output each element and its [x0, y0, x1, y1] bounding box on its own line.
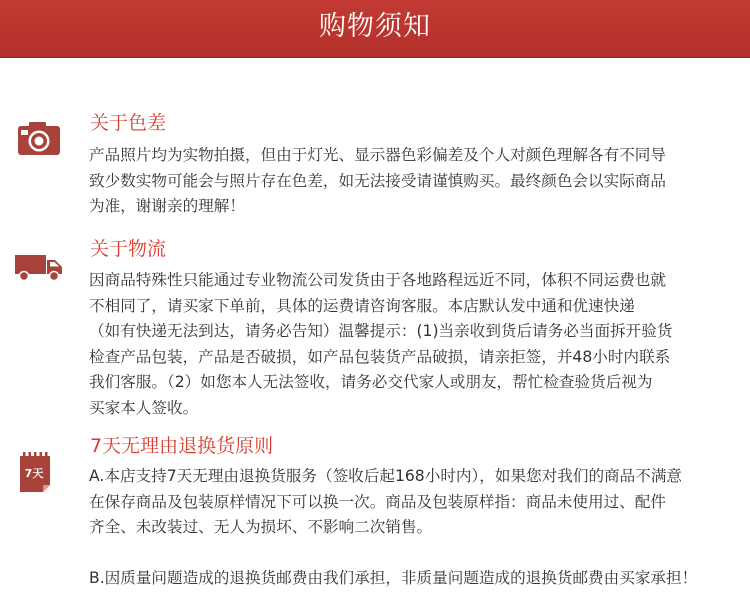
section-title: 关于物流	[90, 238, 167, 260]
calendar-icon-text: 7天	[24, 467, 44, 480]
body-line: 在保存商品及包装原样情况下可以换一次。商品及包装原样指：商品未使用过、配件	[89, 492, 666, 511]
section-title: 7天无理由退换货原则	[90, 435, 274, 457]
spacer-line	[89, 541, 749, 566]
body-line: B.因质量问题造成的退换货邮费由我们承担，非质量问题造成的退换货邮费由买家承担！	[89, 568, 698, 587]
page-title: 购物须知	[319, 11, 431, 42]
body-line: （如有快递无法到达，请务必告知）温馨提示：(1)当亲收到货后请务必当面拆开验货	[89, 322, 673, 340]
body-line: 产品照片均为实物拍摄，但由于灯光、显示器色彩偏差及个人对颜色理解各有不同导	[89, 146, 666, 164]
section-body	[89, 464, 749, 591]
calendar-7-days-icon	[20, 452, 52, 494]
body-line: 买家本人签收。	[89, 398, 199, 417]
body-line: 为准，谢谢亲的理解！	[89, 197, 245, 215]
body-line: 不相同了，请买家下单前，具体的运费请咨询客服。本店默认发中通和优速快递	[89, 296, 635, 315]
body-line: 我们客服。（2）如您本人无法签收，请务必交代家人或朋友，帮忙检查验货后视为	[89, 373, 653, 391]
section-body	[89, 268, 749, 421]
body-line: A.本店支持7天无理由退换货服务（签收后起168小时内），如果您对我们的商品不满意	[89, 467, 683, 485]
camera-icon	[17, 120, 61, 156]
header-banner	[0, 0, 750, 58]
body-line: 检查产品包装，产品是否破损，如产品包装货产品破损，请亲拒签，并48小时内联系	[89, 347, 671, 366]
body-line: 齐全、未改装过、无人为损坏、不影响二次销售。	[89, 518, 433, 536]
body-line: 因商品特殊性只能通过专业物流公司发货由于各地路程远近不同，体积不同运费也就	[89, 271, 666, 289]
body-line: 致少数实物可能会与照片存在色差，如无法接受请谨慎购买。最终颜色会以实际商品	[89, 171, 666, 190]
truck-icon	[15, 255, 63, 281]
section-title: 关于色差	[90, 112, 167, 134]
section-body	[89, 143, 749, 220]
